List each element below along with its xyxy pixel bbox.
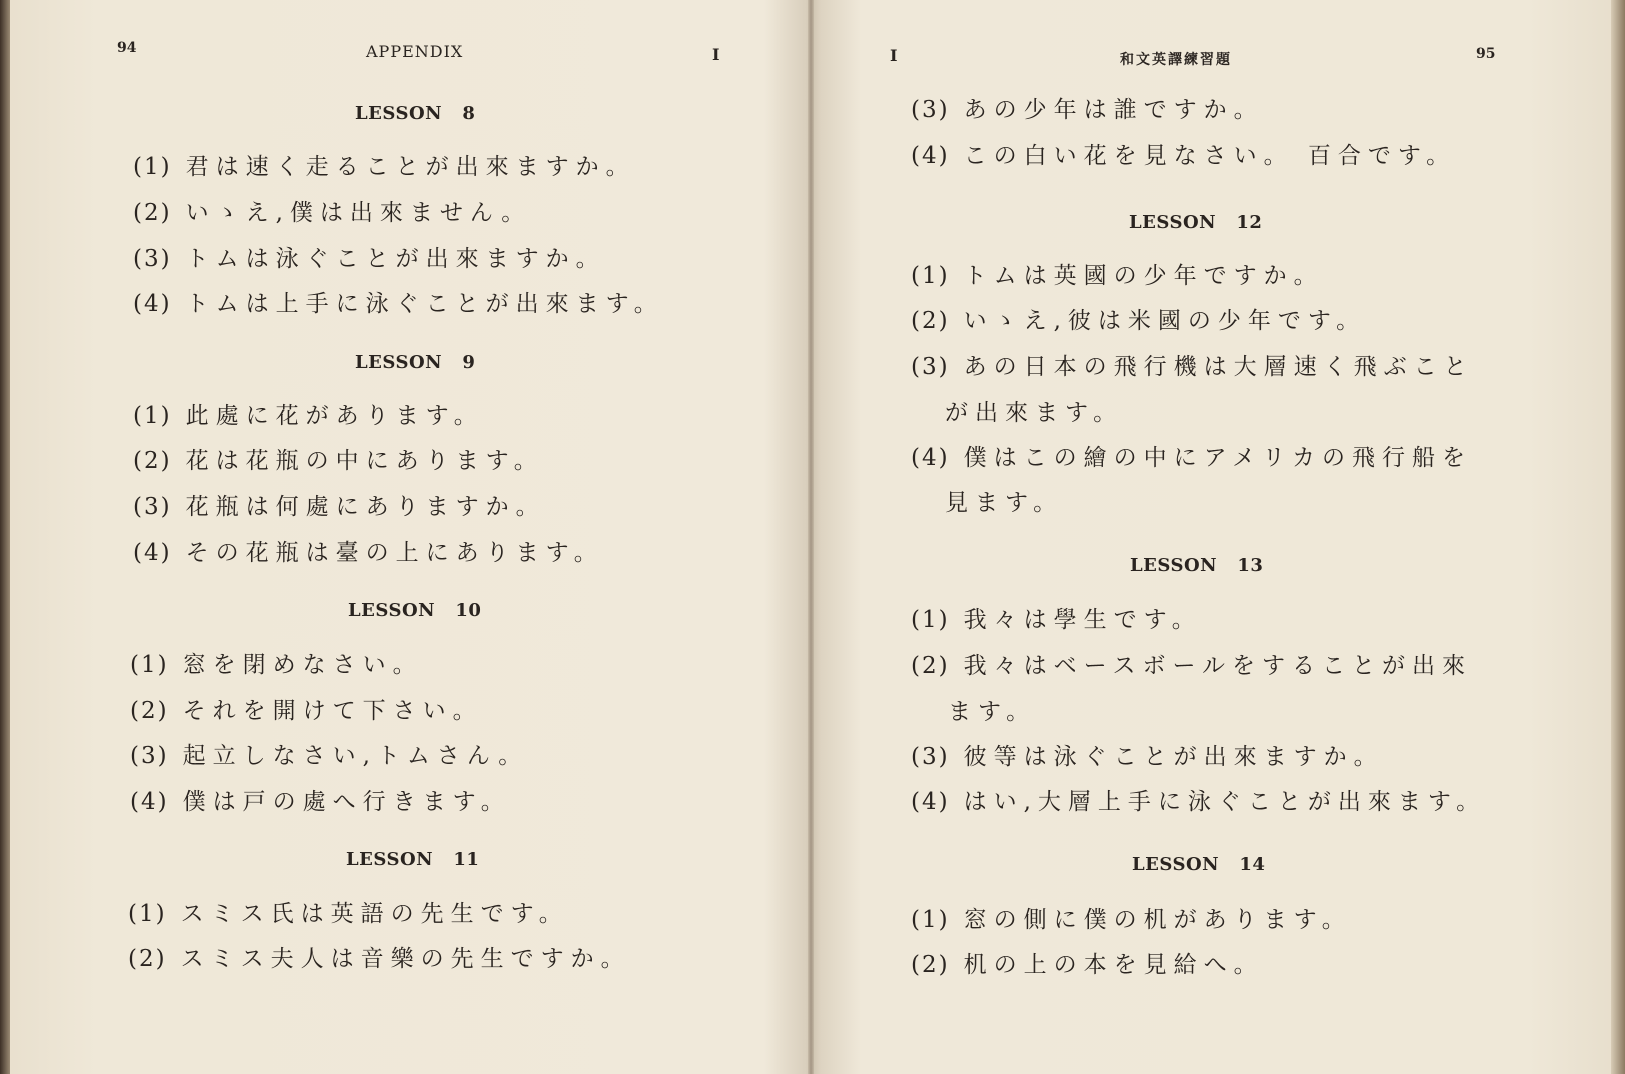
lesson-heading: LESSON 10: [348, 600, 482, 621]
lesson-heading: LESSON 13: [1130, 555, 1264, 576]
item-text: 僕はこの繪の中にアメリカの飛行船を: [963, 445, 1472, 471]
lesson-item: [911, 439, 1472, 472]
item-text: トムは泳ぐことが出來ますか。: [185, 246, 606, 272]
lesson-item: [911, 601, 1202, 634]
right-page: [814, 0, 1611, 1074]
item-text: 我々はベースボールをすることが出來: [963, 653, 1472, 679]
item-number: (2): [911, 653, 950, 679]
item-text: はい,大層上手に泳ぐことが出來ます。: [963, 789, 1487, 815]
lesson-heading: LESSON 14: [1132, 854, 1266, 875]
left-page: [10, 0, 808, 1074]
right-section-marker: I: [890, 46, 898, 65]
lesson-item: [911, 302, 1366, 335]
lesson-item: [130, 692, 483, 725]
item-text: あの日本の飛行機は大層速く飛ぶこと: [963, 354, 1474, 380]
right-running-title: 和文英譯練習題: [1120, 52, 1232, 68]
item-text: この白い花を見なさい。 百合です。: [963, 143, 1457, 169]
lesson-item: [133, 397, 484, 430]
lesson-item: [133, 148, 636, 181]
item-number: (3): [911, 744, 950, 770]
lesson-item: [133, 240, 606, 273]
book-edge-left: [0, 0, 10, 1074]
left-page-number: 94: [117, 40, 137, 56]
item-number: (4): [911, 445, 950, 471]
item-text: 窓の側に僕の机があります。: [963, 907, 1352, 933]
lesson-item: [911, 348, 1474, 381]
item-text: 窓を閉めなさい。: [182, 652, 423, 678]
item-number: (2): [128, 946, 167, 972]
lesson-item: [911, 137, 1456, 170]
left-section-marker: I: [712, 45, 720, 64]
item-text: トムは英國の少年ですか。: [963, 263, 1324, 289]
item-number: (4): [133, 291, 172, 317]
lesson-item: [130, 646, 423, 679]
item-text: 我々は學生です。: [963, 607, 1202, 633]
lesson-item: [130, 737, 528, 770]
item-number: (1): [911, 907, 950, 933]
item-text: それを開けて下さい。: [182, 698, 483, 724]
lesson-heading: LESSON 9: [355, 352, 476, 373]
item-text: 机の上の本を見給へ。: [963, 952, 1264, 978]
item-number: (2): [130, 698, 169, 724]
item-number: (3): [130, 743, 169, 769]
lesson-item: [911, 901, 1352, 934]
item-number: (3): [911, 97, 950, 123]
item-text: 花瓶は何處にありますか。: [185, 494, 546, 520]
item-number: (3): [133, 246, 172, 272]
item-number: (3): [133, 494, 172, 520]
item-number: (4): [911, 789, 950, 815]
lesson-item: [911, 91, 1264, 124]
lesson-heading: LESSON 11: [346, 849, 480, 870]
item-number: (3): [911, 354, 950, 380]
lesson-heading: LESSON 12: [1129, 212, 1263, 233]
lesson-item: [128, 895, 569, 928]
lesson-item: [133, 488, 546, 521]
item-number: (1): [133, 403, 172, 429]
right-page-number: 95: [1476, 46, 1496, 62]
lesson-item: [911, 647, 1472, 680]
item-number: (1): [133, 154, 172, 180]
item-number: (2): [911, 952, 950, 978]
lesson-item: [133, 285, 664, 318]
item-text: 僕は戸の處へ行きます。: [182, 789, 511, 815]
lesson-heading: LESSON 8: [355, 103, 476, 124]
lesson-item: [911, 738, 1384, 771]
lesson-item: [133, 194, 531, 227]
item-number: (1): [128, 901, 167, 927]
lesson-item: [911, 946, 1264, 979]
item-number: (4): [130, 789, 169, 815]
item-number: (4): [133, 540, 172, 566]
item-text: 君は速く走ることが出來ますか。: [185, 154, 636, 180]
item-number: (2): [911, 308, 950, 334]
item-text: トムは上手に泳ぐことが出來ます。: [185, 291, 664, 317]
lesson-item: [911, 783, 1486, 816]
item-number: (2): [133, 448, 172, 474]
item-text: あの少年は誰ですか。: [963, 97, 1264, 123]
lesson-item: [133, 534, 604, 567]
item-text: その花瓶は臺の上にあります。: [185, 540, 604, 566]
left-running-title: APPENDIX: [366, 42, 464, 61]
item-text: 彼等は泳ぐことが出來ますか。: [963, 744, 1384, 770]
item-number: (1): [911, 263, 950, 289]
item-text: いゝえ,彼は米國の少年です。: [963, 308, 1367, 334]
item-number: (2): [133, 200, 172, 226]
lesson-item: [133, 442, 544, 475]
lesson-item: [128, 940, 631, 973]
item-text: 花は花瓶の中にあります。: [185, 448, 544, 474]
lesson-item: [911, 257, 1324, 290]
item-text: いゝえ,僕は出來ません。: [185, 200, 532, 226]
book-edge-right: [1611, 0, 1625, 1074]
item-text: 起立しなさい,トムさん。: [182, 743, 529, 769]
item-continuation: 見ます。: [945, 490, 1064, 516]
item-number: (4): [911, 143, 950, 169]
item-text: スミス氏は英語の先生です。: [180, 901, 569, 927]
item-text: 此處に花があります。: [185, 403, 484, 429]
lesson-item: [130, 783, 511, 816]
item-text: スミス夫人は音樂の先生ですか。: [180, 946, 631, 972]
item-number: (1): [130, 652, 169, 678]
item-continuation: ます。: [948, 699, 1037, 725]
item-number: (1): [911, 607, 950, 633]
item-continuation: が出來ます。: [945, 400, 1124, 426]
